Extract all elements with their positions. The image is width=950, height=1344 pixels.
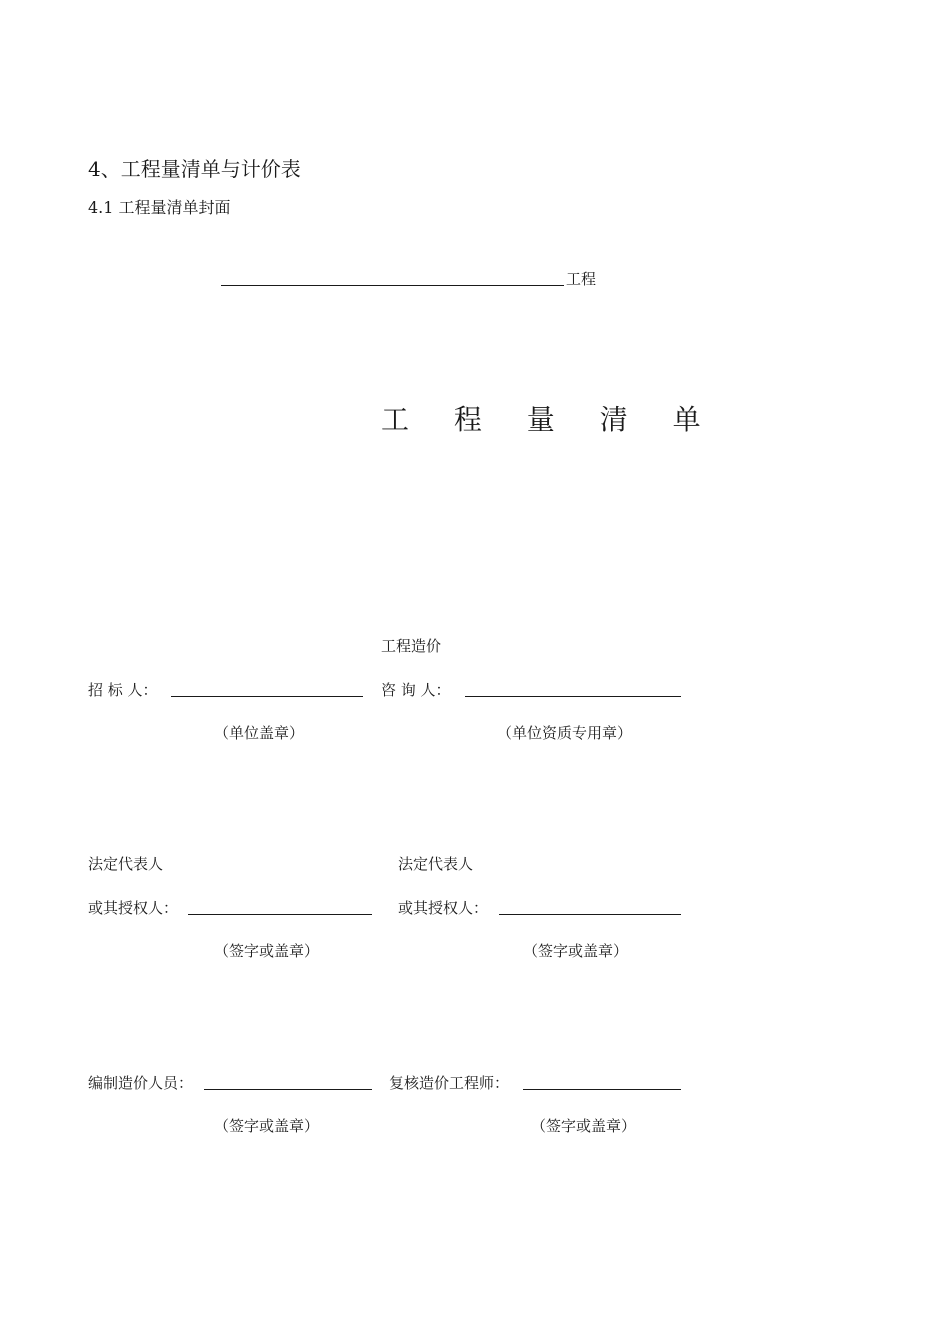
cover-title: 工 程 量 清 单 — [381, 403, 719, 436]
consultant-note: （单位资质专用章） — [497, 724, 633, 742]
section-heading: 4、工程量清单与计价表 — [88, 157, 301, 181]
legal-rep-left-line1: 法定代表人 — [88, 855, 164, 873]
legal-rep-right-line2: 或其授权人： — [398, 899, 489, 917]
tenderer-note: （单位盖章） — [214, 724, 305, 742]
section-subheading: 4.1 工程量清单封面 — [88, 198, 231, 217]
compiler-note: （签字或盖章） — [214, 1117, 320, 1135]
reviewer-line — [523, 1089, 681, 1090]
legal-rep-left-line — [188, 914, 372, 915]
consultant-line — [465, 696, 681, 697]
legal-rep-right-line — [499, 914, 681, 915]
project-name-line — [221, 285, 564, 286]
legal-rep-right-note: （签字或盖章） — [523, 942, 629, 960]
cost-consult-label: 工程造价 — [381, 637, 442, 655]
legal-rep-left-line2: 或其授权人： — [88, 899, 179, 917]
tenderer-label: 招 标 人： — [88, 681, 158, 699]
compiler-label: 编制造价人员： — [88, 1074, 194, 1092]
project-suffix: 工程 — [566, 270, 597, 288]
tenderer-line — [171, 696, 363, 697]
compiler-line — [204, 1089, 372, 1090]
consultant-label: 咨 询 人： — [381, 681, 451, 699]
legal-rep-right-line1: 法定代表人 — [398, 855, 474, 873]
reviewer-label: 复核造价工程师： — [389, 1074, 510, 1092]
legal-rep-left-note: （签字或盖章） — [214, 942, 320, 960]
reviewer-note: （签字或盖章） — [531, 1117, 637, 1135]
